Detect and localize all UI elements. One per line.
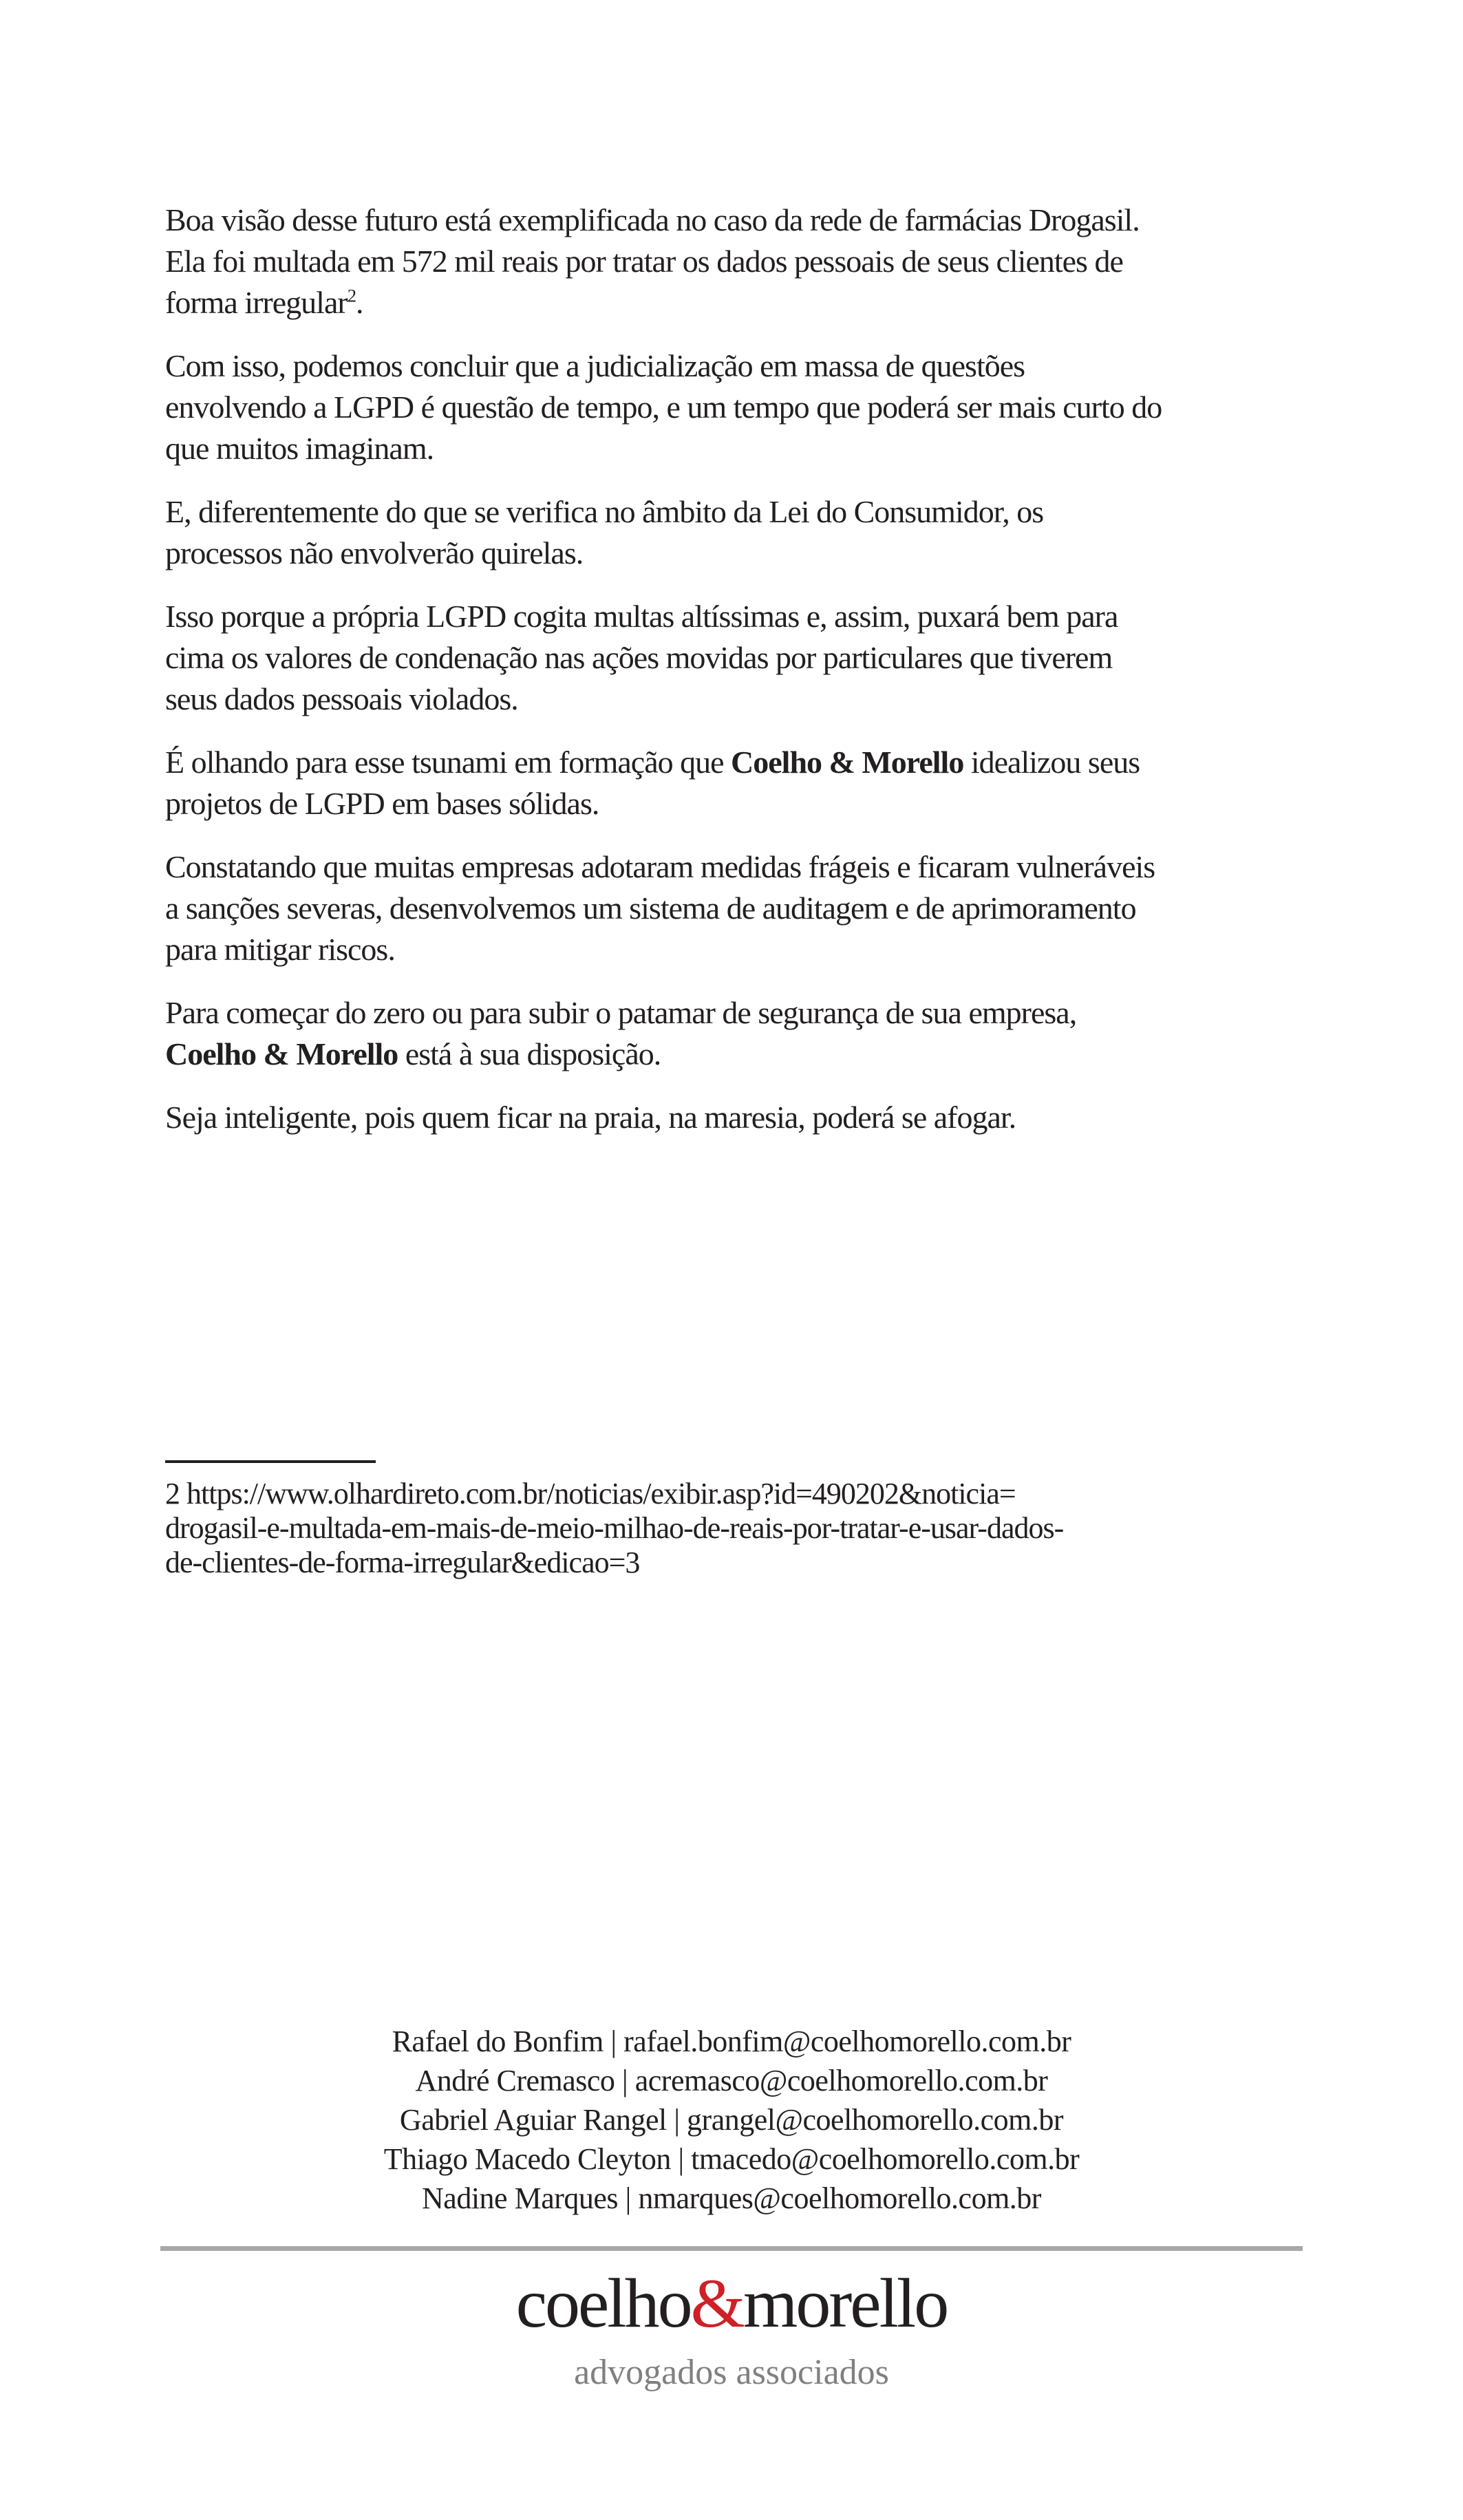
text-line	[165, 888, 1321, 929]
footnote	[165, 1460, 1321, 1580]
text-line	[165, 992, 1321, 1034]
text-segment: que muitos imaginam.	[165, 431, 434, 466]
text-segment: a sanções severas, desenvolvemos um sistema de auditagem e de aprimoramento	[165, 890, 1136, 926]
text-segment: Com isso, podemos concluir que a judicialização em massa de questões	[165, 348, 1025, 383]
contact-line: Thiago Macedo Cleyton | tmacedo@coelhomorello.com.br	[383, 2142, 1080, 2176]
text-segment: idealizou seus	[963, 745, 1140, 780]
text-line	[165, 200, 1321, 241]
text-segment: .	[356, 285, 363, 320]
article-body	[165, 200, 1321, 1160]
text-line	[165, 491, 1321, 533]
firm-name-emphasis: Coelho & Morello	[165, 1036, 398, 1071]
footnote-line: de-clientes-de-forma-irregular&edicao=3	[165, 1546, 640, 1579]
text-line	[165, 1097, 1321, 1138]
paragraph	[165, 846, 1321, 970]
text-segment: Constatando que muitas empresas adotaram medidas frágeis e ficaram vulneráveis	[165, 849, 1155, 884]
text-line	[165, 637, 1321, 679]
text-line	[165, 345, 1321, 387]
text-line	[165, 929, 1321, 970]
text-line	[165, 533, 1321, 574]
footnote-line: 2 https://www.olhardireto.com.br/noticias/exibir.asp?id=490202&noticia=	[165, 1477, 1016, 1510]
text-segment: seus dados pessoais violados.	[165, 681, 518, 716]
footnote-url	[165, 1477, 1321, 1580]
footnote-ref-superscript: 2	[347, 285, 356, 306]
footnote-divider	[165, 1460, 376, 1463]
text-segment: E, diferentemente do que se verifica no âmbito da Lei do Consumidor, os	[165, 494, 1044, 529]
text-segment: envolvendo a LGPD é questão de tempo, e um tempo que poderá ser mais curto do	[165, 389, 1162, 425]
contact-line: Rafael do Bonfim | rafael.bonfim@coelhomorello.com.br	[392, 2025, 1071, 2058]
paragraph	[165, 742, 1321, 824]
text-segment: forma irregular	[165, 285, 348, 320]
contact-line: Gabriel Aguiar Rangel | grangel@coelhomorello.com.br	[399, 2103, 1064, 2137]
text-segment: está à sua disposição.	[398, 1036, 661, 1071]
text-segment: Para começar do zero ou para subir o patamar de segurança de sua empresa,	[165, 995, 1077, 1030]
firm-logo-subtitle: advogados associados	[574, 2353, 889, 2392]
text-segment: É olhando para esse tsunami em formação que	[165, 745, 732, 780]
paragraph	[165, 1097, 1321, 1138]
text-segment: Seja inteligente, pois quem ficar na praia, na maresia, poderá se afogar.	[165, 1100, 1016, 1135]
firm-logo	[0, 2263, 1463, 2393]
paragraph	[165, 992, 1321, 1075]
footnote-line: drogasil-e-multada-em-mais-de-meio-milhao-de-reais-por-tratar-e-usar-dados-	[165, 1511, 1064, 1545]
contact-line: Nadine Marques | nmarques@coelhomorello.com.br	[422, 2181, 1041, 2215]
text-segment: cima os valores de condenação nas ações movidas por particulares que tiverem	[165, 640, 1113, 675]
text-segment: Isso porque a própria LGPD cogita multas altíssimas e, assim, puxará bem para	[165, 599, 1118, 634]
contact-list	[0, 2022, 1463, 2218]
paragraph	[165, 200, 1321, 323]
text-segment: projetos de LGPD em bases sólidas.	[165, 786, 599, 821]
text-line	[165, 282, 1321, 323]
text-segment: Boa visão desse futuro está exemplificada no caso da rede de farmácias Drogasil.	[165, 202, 1140, 237]
firm-logo-wordmark	[0, 2263, 1463, 2345]
text-line	[165, 596, 1321, 637]
firm-name-emphasis: Coelho & Morello	[731, 745, 964, 780]
footer-divider	[160, 2246, 1303, 2251]
firm-logo-ampersand: &	[690, 2265, 743, 2342]
text-line	[165, 241, 1321, 282]
firm-logo-name-right: morello	[743, 2265, 948, 2342]
contact-line: André Cremasco | acremasco@coelhomorello.com.br	[415, 2064, 1048, 2097]
text-segment: Ela foi multada em 572 mil reais por tratar os dados pessoais de seus clientes de	[165, 244, 1123, 279]
text-line	[165, 387, 1321, 428]
text-line	[165, 846, 1321, 888]
text-line	[165, 679, 1321, 720]
text-segment: para mitigar riscos.	[165, 932, 395, 967]
text-line	[165, 742, 1321, 783]
text-line	[165, 783, 1321, 824]
paragraph	[165, 596, 1321, 720]
text-line	[165, 1034, 1321, 1075]
paragraph	[165, 491, 1321, 574]
text-line	[165, 428, 1321, 469]
text-segment: processos não envolverão quirelas.	[165, 535, 584, 570]
firm-logo-name-left: coelho	[515, 2265, 691, 2342]
paragraph	[165, 345, 1321, 469]
